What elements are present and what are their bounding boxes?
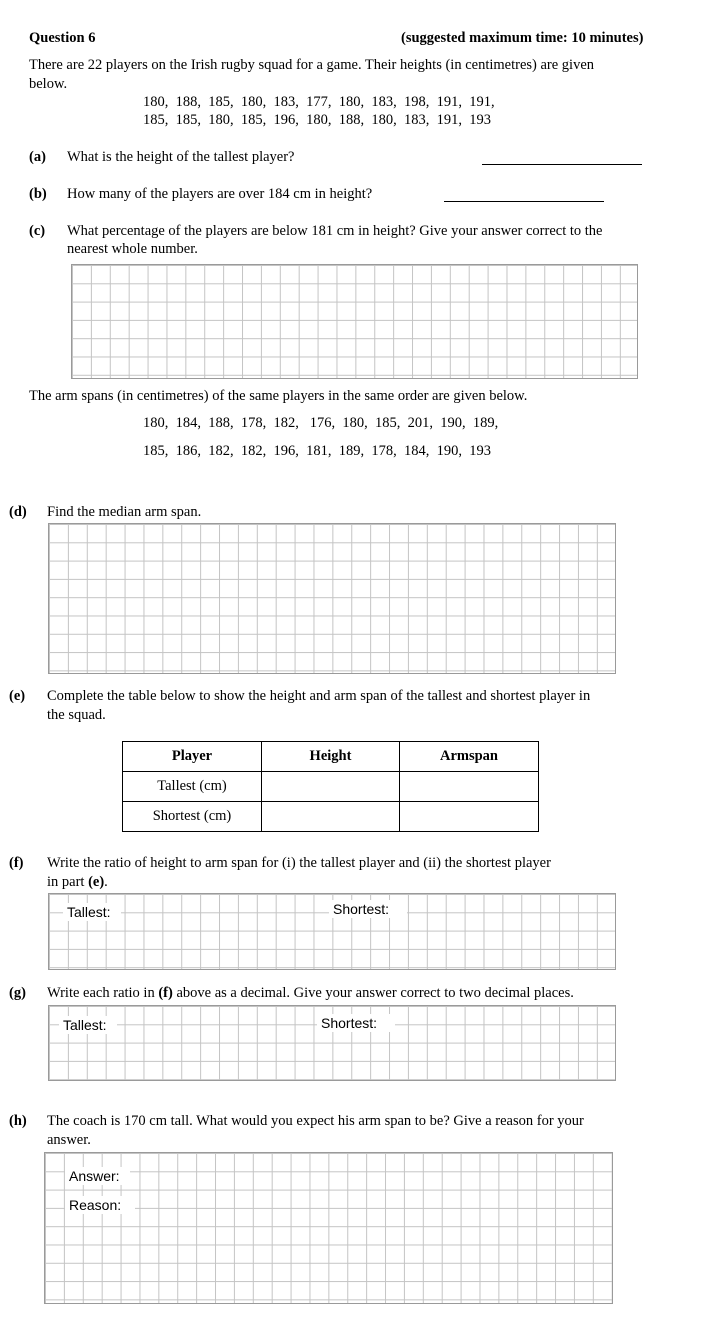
- question-title: Question 6: [29, 30, 96, 46]
- table-header-player: Player: [123, 742, 262, 772]
- part-g-answer-grid[interactable]: [48, 1005, 616, 1081]
- table-cell-armspan[interactable]: [400, 772, 539, 802]
- part-f-ref: (e): [88, 874, 105, 890]
- heights-row-2: 185, 185, 180, 185, 196, 180, 188, 180, 183, 191, 193: [143, 112, 491, 128]
- part-b-answer-line[interactable]: [444, 201, 604, 202]
- part-g-pre: Write each ratio in: [47, 985, 159, 1001]
- part-b-label: (b): [29, 186, 47, 202]
- table-cell-armspan[interactable]: [400, 802, 539, 832]
- part-d-answer-grid[interactable]: [48, 523, 616, 674]
- part-f-answer-grid[interactable]: [48, 893, 616, 970]
- armspan-row-2: 185, 186, 182, 182, 196, 181, 189, 178, 184, 190, 193: [143, 443, 491, 459]
- part-c-line-1: What percentage of the players are below 181 cm in height? Give your answer correct to the: [67, 223, 603, 239]
- armspan-row-1: 180, 184, 188, 178, 182, 176, 180, 185, 201, 190, 189,: [143, 415, 499, 431]
- part-g-shortest-label: Shortest:: [317, 1014, 395, 1032]
- part-e-label: (e): [9, 688, 26, 704]
- part-f-tallest-label: Tallest:: [63, 903, 121, 921]
- part-a-label: (a): [29, 149, 46, 165]
- part-f-line-2: [47, 874, 108, 891]
- part-c-answer-grid[interactable]: [71, 264, 638, 379]
- part-c-label: (c): [29, 223, 46, 239]
- part-g-question: [47, 985, 574, 1002]
- part-d-question: Find the median arm span.: [47, 504, 202, 520]
- part-g-ref: (f): [158, 985, 173, 1001]
- height-armspan-table: [122, 741, 539, 832]
- heights-row-1: 180, 188, 185, 180, 183, 177, 180, 183, 198, 191, 191,: [143, 94, 495, 110]
- intro-line-1: There are 22 players on the Irish rugby squad for a game. Their heights (in centimetres) are given: [29, 57, 595, 73]
- table-cell-height[interactable]: [262, 802, 400, 832]
- part-g-tallest-label: Tallest:: [59, 1016, 117, 1034]
- part-f-shortest-label: Shortest:: [329, 900, 407, 918]
- part-e-line-1: Complete the table below to show the height and arm span of the tallest and shortest player in: [47, 688, 591, 704]
- part-g-label: (g): [9, 985, 26, 1001]
- table-cell-player: Tallest (cm): [123, 772, 262, 802]
- part-c-line-2: nearest whole number.: [67, 241, 198, 257]
- part-b-question: How many of the players are over 184 cm in height?: [67, 186, 373, 202]
- table-row: [123, 772, 539, 802]
- part-a-answer-line[interactable]: [482, 164, 642, 165]
- table-row: [123, 802, 539, 832]
- part-h-line-1: The coach is 170 cm tall. What would you expect his arm span to be? Give a reason for your: [47, 1113, 584, 1129]
- part-f-line-2-pre: in part: [47, 874, 89, 890]
- part-h-reason-label: Reason:: [65, 1196, 135, 1214]
- part-h-answer-grid[interactable]: [44, 1152, 613, 1304]
- time-note: (suggested maximum time: 10 minutes): [401, 30, 644, 46]
- part-a-question: What is the height of the tallest player?: [67, 149, 295, 165]
- part-f-line-1: Write the ratio of height to arm span for (i) the tallest player and (ii) the shortest player: [47, 855, 551, 871]
- part-f-label: (f): [9, 855, 24, 871]
- table-header-height: Height: [262, 742, 400, 772]
- part-h-line-2: answer.: [47, 1132, 91, 1148]
- table-header-armspan: Armspan: [400, 742, 539, 772]
- part-f-line-2-post: .: [104, 874, 108, 890]
- intro-line-2: below.: [29, 76, 68, 92]
- part-h-label: (h): [9, 1113, 27, 1129]
- part-g-post: above as a decimal. Give your answer correct to two decimal places.: [172, 985, 574, 1001]
- part-h-answer-label: Answer:: [65, 1167, 130, 1185]
- armspan-intro: The arm spans (in centimetres) of the same players in the same order are given below.: [29, 388, 528, 404]
- part-d-label: (d): [9, 504, 27, 520]
- part-e-line-2: the squad.: [47, 707, 106, 723]
- table-cell-player: Shortest (cm): [123, 802, 262, 832]
- table-cell-height[interactable]: [262, 772, 400, 802]
